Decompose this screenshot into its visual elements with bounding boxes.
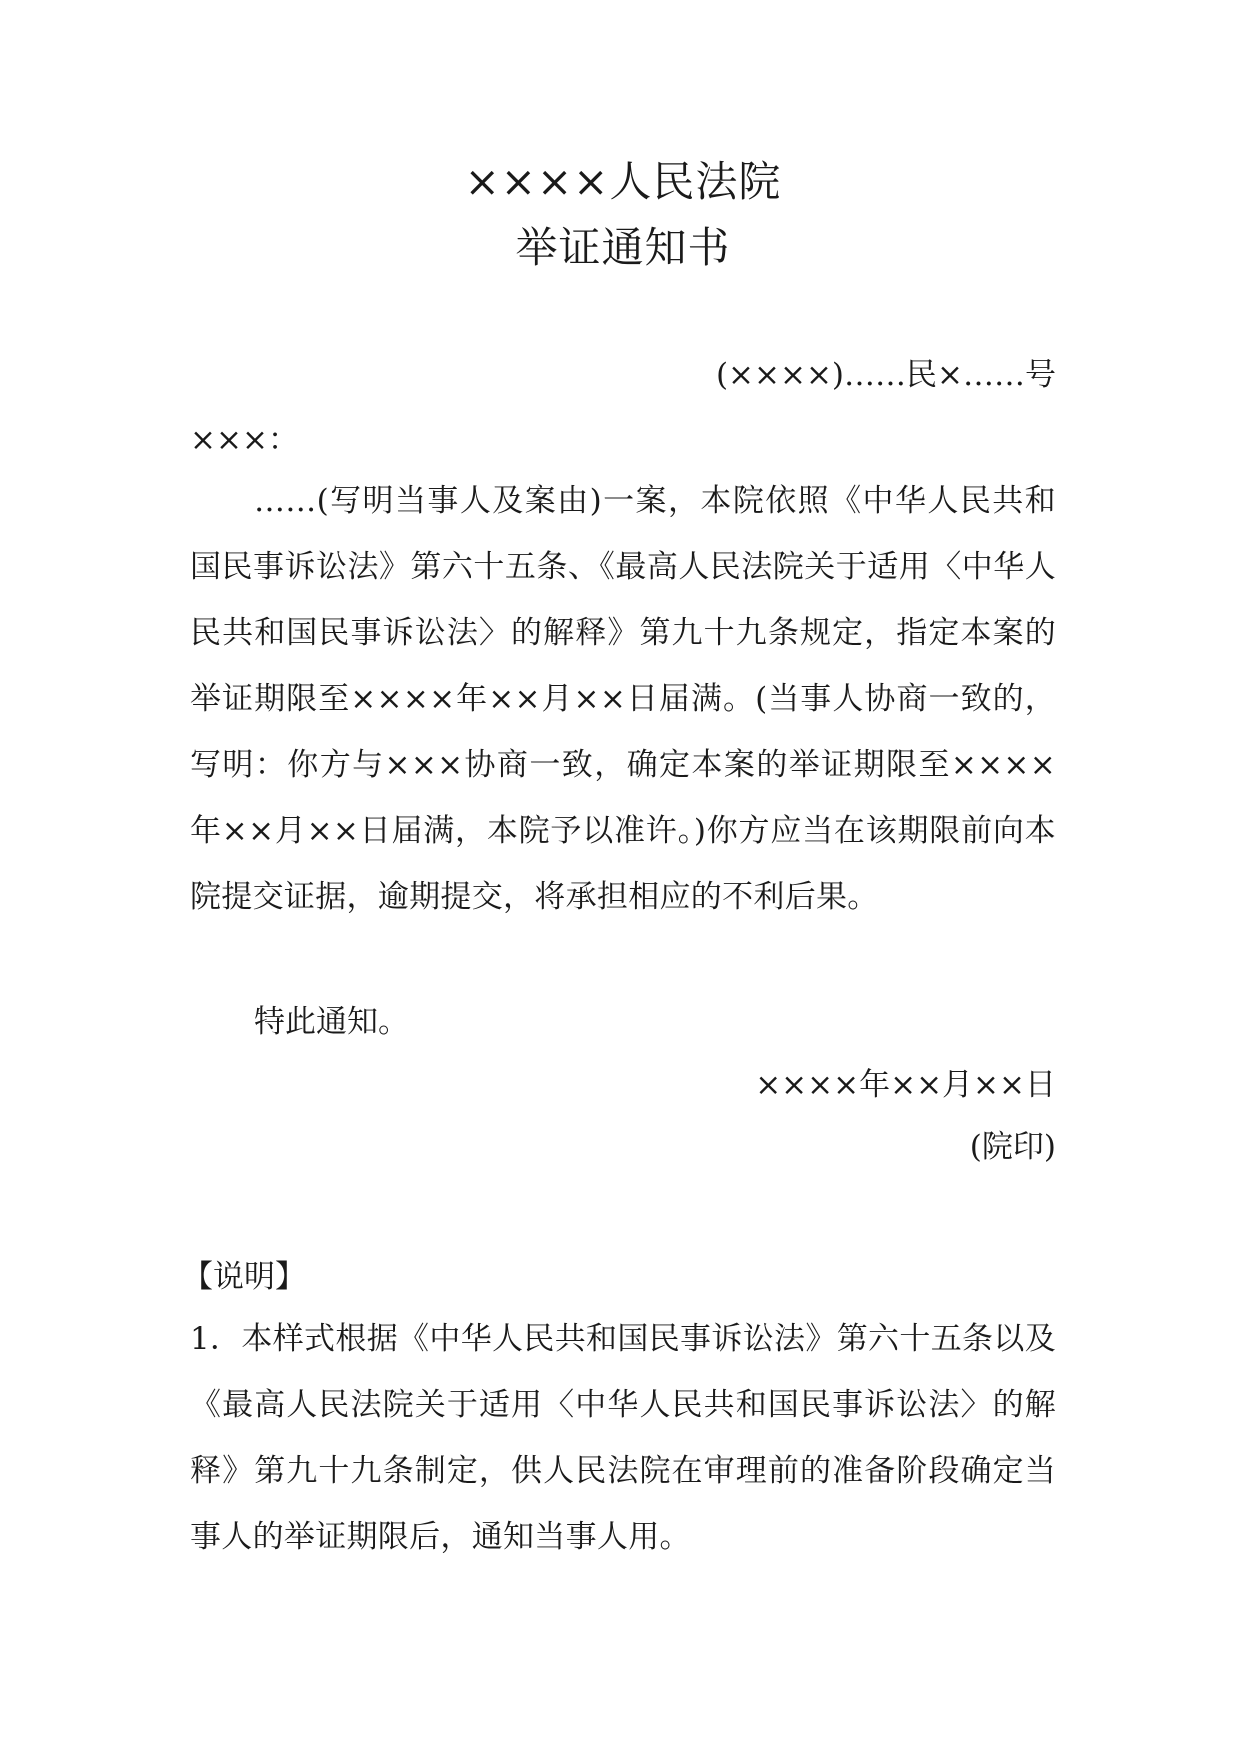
recipient-salutation: ×××：: [190, 422, 299, 458]
closing-statement: 特此通知。: [254, 1004, 409, 1040]
court-seal-placeholder: (院印): [969, 1129, 1056, 1165]
case-number: (××××)……民×……号: [715, 357, 1056, 393]
document-page: [182, 0, 1056, 1753]
signature-date: ××××年××月××日: [755, 1067, 1056, 1103]
notes-heading: 【说明】: [182, 1259, 306, 1295]
court-name-heading: ××××人民法院: [464, 157, 782, 206]
body-paragraph: ……(写明当事人及案由)一案，本院依照《中华人民共和国民事诉讼法》第六十五条、《最高人民法院关于适用〈中华人民共和国民事诉讼法〉的解释》第九十九条规定，指定本案的举证期限至××××年××月××日届满。(当事人协商一致的，写明：你方与×××协商一致，确定本案的举证期限至××××年××月××日届满，本院予以准许。)你方应当在该期限前向本院提交证据，逾期提交，将承担相应的不利后果。: [190, 483, 1056, 915]
document-title: 举证通知书: [515, 223, 731, 272]
notes-item-1: 1．本样式根据《中华人民共和国民事诉讼法》第六十五条以及《最高人民法院关于适用〈中华人民共和国民事诉讼法〉的解释》第九十九条制定，供人民法院在审理前的准备阶段确定当事人的举证期限后，通知当事人用。: [190, 1321, 1056, 1555]
